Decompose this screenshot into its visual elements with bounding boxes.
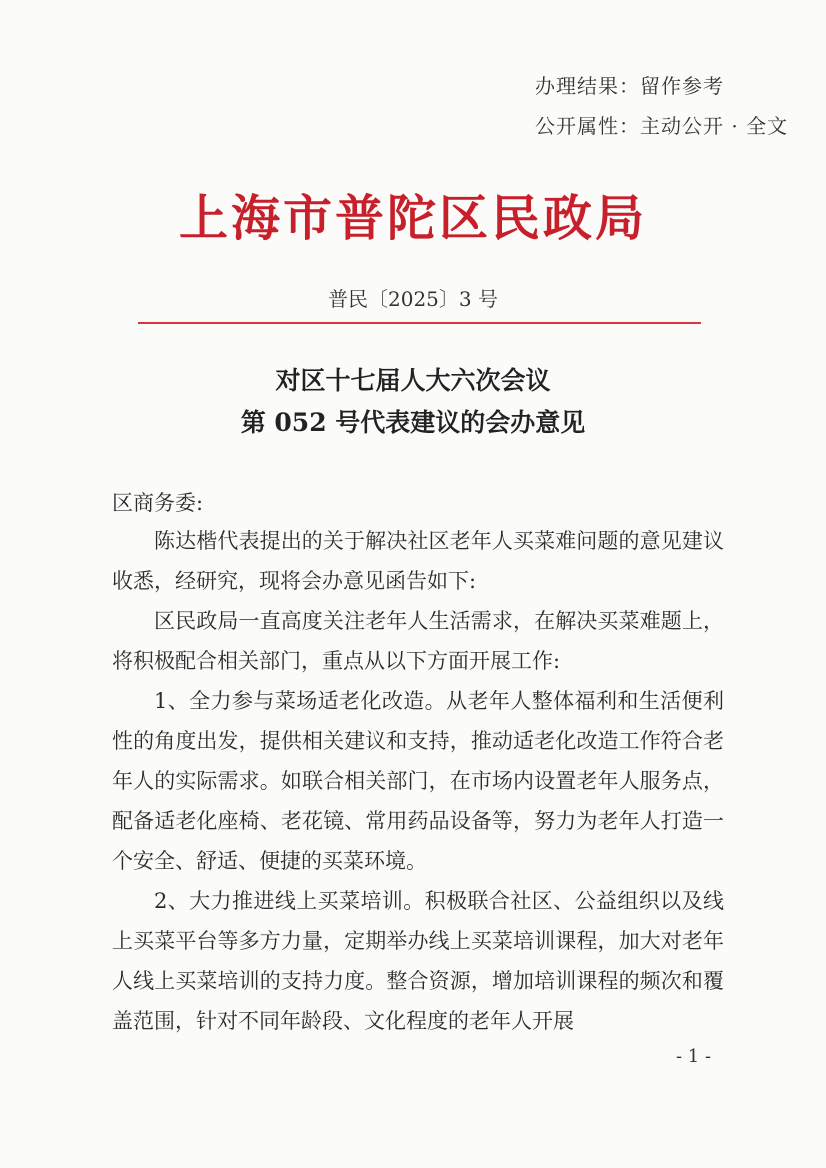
paragraph-intro: 陈达楷代表提出的关于解决社区老年人买菜难问题的意见建议收悉，经研究，现将会办意见函告如下:: [112, 529, 724, 593]
disclosure-value: 主动公开 · 全文: [640, 114, 789, 138]
disclosure-attribute: 公开属性：主动公开 · 全文: [535, 114, 789, 138]
document-title-line2: 第 052 号代表建议的会办意见: [240, 408, 586, 437]
handling-result: 办理结果：留作参考: [535, 74, 724, 98]
organization-title: 上海市普陀区民政局: [178, 190, 647, 247]
document-title-line1: 对区十七届人大六次会议: [275, 366, 551, 395]
disclosure-label: 公开属性: [535, 114, 619, 138]
handling-result-value: 留作参考: [640, 74, 724, 98]
handling-result-label: 办理结果: [535, 74, 619, 98]
paragraph-item-1: 1、全力参与菜场适老化改造。从老年人整体福利和生活便利性的角度出发，提供相关建议和支持，推动适老化改造工作符合老年人的实际需求。如联合相关部门，在市场内设置老年人服务点，配备适老化座椅、老花镜、常用药品设备等，努力为老年人打造一个安全、舒适、便捷的买菜环境。: [112, 689, 724, 873]
paragraph-item-2: 2、大力推进线上买菜培训。积极联合社区、公益组织以及线上买菜平台等多方力量，定期举办线上买菜培训课程，加大对老年人线上买菜培训的支持力度。整合资源，增加培训课程的频次和覆盖范围，针对不同年龄段、文化程度的老年人开展: [112, 889, 724, 1033]
document-body: [112, 521, 724, 1041]
red-divider: [138, 322, 701, 324]
paragraph-overview: 区民政局一直高度关注老年人生活需求，在解决买菜难题上，将积极配合相关部门，重点从以下方面开展工作:: [112, 609, 724, 673]
page-number: - 1 -: [676, 1046, 712, 1067]
document-number: 普民〔2025〕3 号: [328, 287, 498, 311]
addressee: 区商务委:: [112, 491, 204, 515]
